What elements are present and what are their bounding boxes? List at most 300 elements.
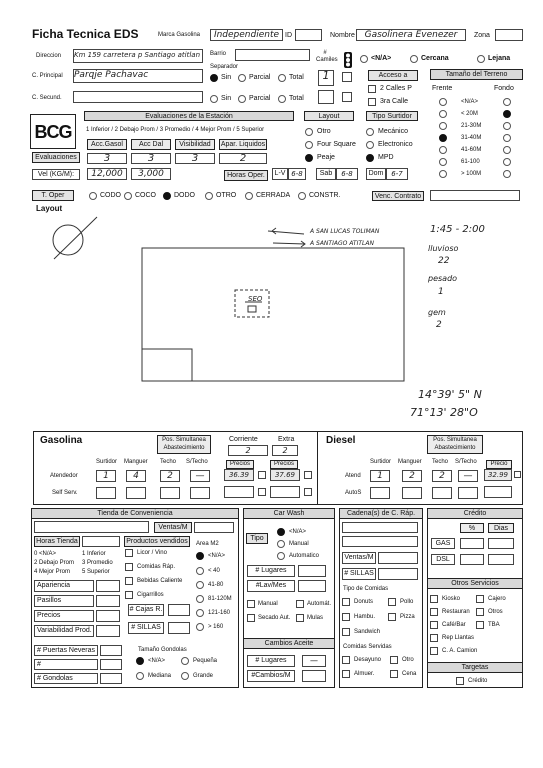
- cambios-header: Cambios Aceite: [243, 638, 335, 649]
- carwash-tipo-button[interactable]: Tipo: [246, 533, 268, 544]
- camiles-label: # Camiles: [316, 50, 338, 63]
- tienda-scale-3: 3 Promedio: [82, 560, 113, 566]
- horas-dom-label: Dom: [366, 168, 386, 180]
- area-40-radio[interactable]: [196, 567, 204, 575]
- tamano-mediana-radio[interactable]: [136, 672, 144, 680]
- self-techo-field[interactable]: [160, 487, 180, 499]
- tienda-sillas-field[interactable]: [168, 622, 190, 634]
- hambu-checkbox[interactable]: [342, 613, 350, 621]
- comidas-checkbox[interactable]: [125, 563, 133, 571]
- gas-precio-1-checkbox[interactable]: [258, 471, 266, 479]
- nombre-label: Nombre: [330, 32, 355, 39]
- dsl-techo-value: 2: [439, 471, 445, 481]
- cambios-cambios-field[interactable]: [302, 670, 326, 682]
- gas-stecho-value: —: [195, 471, 205, 481]
- carwash-lugares-label-box: [247, 565, 295, 577]
- tres-calle-label: 3ra Calle: [380, 98, 409, 105]
- self-surtidor-field[interactable]: [96, 487, 116, 499]
- carwash-manual-label: Manual: [289, 541, 309, 547]
- cadena-sillas-label-box: [342, 568, 376, 580]
- dsl-precio-field[interactable]: [484, 469, 512, 481]
- eval-col-apar: Apar. Liquidos: [220, 141, 266, 148]
- cena-label: Cena: [402, 671, 417, 677]
- cambios-lugares-label-box: [247, 655, 295, 667]
- serv-otro-label: Otro: [402, 657, 414, 663]
- direccion-value: Km 159 carretera p Santiago atitlan: [74, 51, 201, 59]
- carwash-secado-checkbox[interactable]: [247, 614, 255, 622]
- area-80-radio[interactable]: [196, 581, 204, 589]
- extra-label: Extra: [278, 436, 295, 443]
- carwash-manual-chk-label: Manual: [258, 601, 278, 607]
- marca-field[interactable]: [210, 29, 283, 41]
- cprincipal-value: Parqje Pachavac: [74, 70, 149, 80]
- zona-field[interactable]: [495, 29, 523, 41]
- cajas-field[interactable]: [168, 604, 190, 616]
- area-160-radio[interactable]: [196, 609, 204, 617]
- targetas-credito-checkbox[interactable]: [456, 677, 464, 685]
- carwash-auto-label: Automatico: [289, 553, 320, 559]
- venc-contrato-field[interactable]: [430, 190, 520, 201]
- self-precio-2-checkbox[interactable]: [304, 488, 312, 496]
- area-label: Area M2: [196, 541, 219, 547]
- cprincipal-field[interactable]: [73, 69, 203, 83]
- self-serv-label: Self Serv.: [52, 490, 78, 496]
- credito-dsl-dias-field[interactable]: [488, 554, 514, 565]
- estac-field[interactable]: [100, 659, 122, 670]
- apariencia-field[interactable]: [96, 580, 120, 592]
- eval-visibilidad-value: 3: [191, 153, 199, 164]
- terreno-header: Tamaño del Terreno: [430, 69, 523, 80]
- dsl-techo-field[interactable]: [432, 470, 452, 482]
- terreno-frente-radio[interactable]: [439, 110, 447, 118]
- gas-techo-value: 2: [167, 471, 173, 481]
- cajero-checkbox[interactable]: [476, 595, 484, 603]
- acceso-button[interactable]: Acceso a: [368, 70, 418, 81]
- separador-parcial-label: Parcial: [249, 74, 271, 81]
- cprincipal-label: C. Principal: [32, 73, 63, 79]
- toper-codo-radio[interactable]: [89, 192, 97, 200]
- gas-manguer-value: 4: [133, 471, 139, 481]
- layout-peaje-radio[interactable]: [305, 154, 313, 162]
- toper-coco-label: COCO: [135, 192, 156, 199]
- otros-label: Otros: [488, 609, 503, 615]
- layout-foursquare-label: Four Square: [317, 141, 356, 148]
- marca-value: Independiente: [213, 30, 280, 40]
- area-na-label: <N/A>: [208, 553, 226, 559]
- terreno-row-label: > 100M: [461, 171, 482, 177]
- vel-label-box: [32, 169, 80, 180]
- separador-total-radio[interactable]: [278, 74, 286, 82]
- donuts-label: Donuts: [354, 599, 374, 605]
- bebidas-checkbox[interactable]: [125, 577, 133, 585]
- licor-checkbox[interactable]: [125, 549, 133, 557]
- area-120-label: 81-120M: [208, 596, 232, 602]
- cadena-ventas-label: Ventas/M: [344, 554, 374, 561]
- nombre-field[interactable]: [356, 29, 466, 41]
- restauran-checkbox[interactable]: [430, 608, 438, 616]
- terreno-row-label: 31-40M: [461, 135, 482, 141]
- separador2-total-label: Total: [289, 95, 304, 102]
- id-field[interactable]: [295, 29, 322, 41]
- self-precio-1-checkbox[interactable]: [258, 488, 266, 496]
- cigarrillos-checkbox[interactable]: [125, 591, 133, 599]
- barrio-label: Barrio: [210, 51, 227, 57]
- gas-col-techo: Techo: [160, 459, 177, 465]
- ca-camion-checkbox[interactable]: [430, 647, 438, 655]
- credito-header: Crédito: [427, 508, 523, 519]
- rep-llantas-label: Rep Llantas: [442, 635, 475, 641]
- eval-accgasol-field[interactable]: [87, 153, 127, 164]
- dsl-autos-label: AutoS: [345, 490, 362, 496]
- dsl-col-stecho: S/Techo: [455, 459, 477, 465]
- tienda-horas-button[interactable]: Horas Tienda: [34, 536, 80, 547]
- toper-cerrada-radio[interactable]: [245, 192, 253, 200]
- separador-parcial-radio[interactable]: [238, 74, 246, 82]
- layout-otro-label: Otro: [317, 128, 331, 135]
- dsl-col-manguer: Manguer: [398, 459, 422, 465]
- self-stecho-field[interactable]: [190, 487, 210, 499]
- gas-precio-2-checkbox[interactable]: [304, 471, 312, 479]
- eval-apar-field[interactable]: [219, 153, 267, 164]
- terreno-fondo-radio[interactable]: [503, 158, 511, 166]
- area-gt160-label: > 160: [208, 624, 224, 630]
- layout-hours: 1:45 - 2:00: [430, 224, 485, 235]
- credito-gas-pct-field[interactable]: [460, 538, 484, 549]
- precios-label: Precios: [37, 612, 61, 619]
- tba-checkbox[interactable]: [476, 621, 484, 629]
- credito-gas-label: GAS: [435, 540, 451, 547]
- apariencia-label-box: [34, 580, 94, 592]
- layout-foursquare-radio[interactable]: [305, 141, 313, 149]
- tienda-scale-2: 2 Debajo Prom: [34, 560, 75, 566]
- dsl-stecho-field[interactable]: [458, 470, 478, 482]
- surtidor-mecanico-label: Mecánico: [378, 128, 408, 135]
- credito-gas-dias-field[interactable]: [488, 538, 514, 549]
- carwash-na-radio[interactable]: [277, 528, 285, 536]
- area-160-label: 121-160: [208, 610, 231, 616]
- separador-label: Separador: [210, 64, 239, 70]
- cadena-sillas-label: # SILLAS: [344, 570, 374, 577]
- camiles-field[interactable]: [318, 70, 334, 86]
- surtidor-mpd-label: MPD: [378, 154, 394, 161]
- tienda-ventas-field[interactable]: [194, 522, 234, 533]
- gas-surtidor-value: 1: [103, 471, 109, 481]
- toper-otro-radio[interactable]: [205, 192, 213, 200]
- dsl-autos-precio-field[interactable]: [484, 486, 512, 498]
- dsl-surtidor-field[interactable]: [370, 470, 390, 482]
- kiosko-checkbox[interactable]: [430, 595, 438, 603]
- dsl-surtidor-value: 1: [377, 471, 383, 481]
- desayuno-label: Desayuno: [354, 657, 382, 663]
- variabilidad-label: Variabilidad Prod.: [37, 627, 92, 634]
- carwash-na-label: <N/A>: [289, 529, 307, 535]
- terreno-frente-radio[interactable]: [439, 146, 447, 154]
- dsl-atend-label: Atend: [345, 473, 361, 479]
- credito-dsl-label: DSL: [436, 556, 450, 563]
- toper-coco-radio[interactable]: [124, 192, 132, 200]
- tba-label: TBA: [488, 622, 500, 628]
- id-label: ID: [285, 32, 292, 39]
- tamano-mediana-label: Mediana: [148, 673, 172, 679]
- separador-total-label: Total: [289, 74, 304, 81]
- cadena-name-field-1[interactable]: [342, 522, 418, 533]
- dos-calles-label: 2 Calles P: [380, 85, 412, 92]
- eval-visibilidad-field[interactable]: [175, 153, 215, 164]
- separador2-parcial-radio[interactable]: [238, 95, 246, 103]
- dsl-col-precio: Precio: [486, 460, 512, 469]
- gas-precio-1-value: 36.39: [228, 471, 250, 479]
- surtidor-mpd-radio[interactable]: [366, 154, 374, 162]
- horas-lv-field[interactable]: [288, 168, 306, 180]
- toper-constr-radio[interactable]: [298, 192, 306, 200]
- dsl-manguer-field[interactable]: [402, 470, 422, 482]
- pasillos-label-box: [34, 595, 94, 607]
- cena-checkbox[interactable]: [390, 670, 398, 678]
- gas-col-surtidor: Surtidor: [96, 459, 118, 465]
- dsl-autos-surtidor-field[interactable]: [370, 487, 390, 499]
- cadena-tipo-label: Tipo de Comidas: [343, 586, 389, 592]
- toper-dodo-radio[interactable]: [163, 192, 171, 200]
- pollo-checkbox[interactable]: [388, 598, 396, 606]
- surtidor-mecanico-radio[interactable]: [366, 128, 374, 136]
- gondolas-label-box: [34, 673, 98, 684]
- surtidor-electronico-radio[interactable]: [366, 141, 374, 149]
- tienda-marca-field[interactable]: [34, 521, 149, 533]
- fuel-divider: [317, 431, 318, 505]
- terreno-frente-radio[interactable]: [439, 170, 447, 178]
- terreno-row-label: 61-100: [461, 159, 480, 165]
- layout-options-button[interactable]: Layout: [304, 111, 354, 121]
- carwash-mulas-checkbox[interactable]: [296, 614, 304, 622]
- puertas-label: # Puertas Neveras: [37, 647, 95, 654]
- zona-label: Zona: [474, 32, 490, 39]
- gondolas-field[interactable]: [100, 673, 122, 684]
- horas-oper-button[interactable]: Horas Oper.: [224, 170, 268, 181]
- camiles2-field[interactable]: [318, 90, 334, 104]
- terreno-frente-radio[interactable]: [439, 122, 447, 130]
- location-cercana-radio[interactable]: [410, 55, 418, 63]
- terreno-fondo-radio[interactable]: [503, 110, 511, 118]
- eval-col-visibilidad: Visibilidad: [175, 139, 215, 150]
- gasolina-pos-sim: Pos. Simultanea Abastecimiento: [157, 435, 211, 454]
- estac-label-box: [34, 659, 98, 670]
- separador2-sin-label: Sin: [221, 95, 232, 102]
- gas-precio-1-field[interactable]: [224, 469, 254, 481]
- pasillos-field[interactable]: [96, 595, 120, 607]
- cafebar-checkbox[interactable]: [430, 621, 438, 629]
- gas-col-stecho: S/Techo: [186, 459, 208, 465]
- layout-otro-radio[interactable]: [305, 128, 313, 136]
- location-lejana-radio[interactable]: [477, 55, 485, 63]
- extra-field[interactable]: [272, 445, 298, 456]
- layout-coord-1: 14°39' 5" N: [418, 388, 482, 401]
- carwash-auto-radio[interactable]: [277, 552, 285, 560]
- servidas-label: Comidas Servidas: [343, 644, 392, 650]
- cadena-sillas-field[interactable]: [378, 568, 418, 580]
- apariencia-label: Apariencia: [37, 582, 71, 589]
- dsl-autos-stecho-field[interactable]: [458, 487, 478, 499]
- dsl-stecho-value: —: [463, 471, 473, 481]
- layout-seo-label: SEO: [248, 295, 263, 303]
- vel-field-2[interactable]: [131, 168, 171, 180]
- otros-header: Otros Servicios: [427, 578, 523, 589]
- horas-sab-value: 6-8: [341, 170, 353, 178]
- layout-pesado: pesado: [428, 274, 458, 283]
- dos-calles-checkbox[interactable]: [368, 85, 376, 93]
- eval-col-accgasol: Acc.Gasol: [87, 139, 127, 150]
- vel-field-1[interactable]: [87, 168, 127, 180]
- layout-title: Layout: [36, 204, 63, 213]
- cambios-cambios-label-box: [247, 670, 295, 682]
- dsl-precio-checkbox[interactable]: [514, 471, 521, 478]
- terreno-frente-radio[interactable]: [439, 134, 447, 142]
- ca-camion-label: C. A. Camion: [442, 648, 478, 654]
- corriente-field[interactable]: [228, 445, 268, 456]
- self-manguer-field[interactable]: [126, 487, 146, 499]
- cadena-ventas-field[interactable]: [378, 552, 418, 564]
- carwash-lugares-field[interactable]: [298, 565, 326, 577]
- eval-accdal-field[interactable]: [131, 153, 171, 164]
- tipo-surtidor-button[interactable]: Tipo Surtidor: [366, 111, 418, 121]
- carwash-automat-checkbox[interactable]: [296, 600, 304, 608]
- evaluaciones-button[interactable]: Evaluaciones: [32, 152, 80, 163]
- sandwich-checkbox[interactable]: [342, 628, 350, 636]
- terreno-fondo-radio[interactable]: [503, 146, 511, 154]
- terreno-fondo-radio[interactable]: [503, 122, 511, 130]
- tamano-pequena-radio[interactable]: [181, 657, 189, 665]
- carwash-lugares-label: # Lugares: [255, 567, 287, 574]
- horas-dom-field[interactable]: [386, 168, 408, 180]
- horas-lv-label: L-V: [272, 168, 288, 180]
- tamano-na-radio[interactable]: [136, 657, 144, 665]
- toper-codo-label: CODO: [100, 192, 121, 199]
- terreno-frente-radio[interactable]: [439, 158, 447, 166]
- direccion-field[interactable]: [73, 49, 203, 63]
- area-120-radio[interactable]: [196, 595, 204, 603]
- eval-accgasol-value: 3: [103, 153, 111, 164]
- precios-field[interactable]: [96, 610, 120, 622]
- dsl-autos-techo-field[interactable]: [432, 487, 452, 499]
- pasillos-label: Pasillos: [37, 597, 62, 604]
- terreno-fondo-radio[interactable]: [503, 170, 511, 178]
- desayuno-checkbox[interactable]: [342, 656, 350, 664]
- tienda-sillas-label: # SILLAS: [131, 624, 161, 631]
- self-precio-2-field[interactable]: [270, 486, 300, 498]
- gas-stecho-field[interactable]: [190, 470, 210, 482]
- serv-otro-checkbox[interactable]: [390, 656, 398, 664]
- eval-accdal-value: 3: [147, 153, 155, 164]
- credito-dsl-pct-field[interactable]: [460, 554, 484, 565]
- carwash-manual-radio[interactable]: [277, 540, 285, 548]
- gas-precio-2-field[interactable]: [270, 469, 300, 481]
- venc-contrato-button[interactable]: Venc. Contrato: [372, 191, 424, 201]
- vel-value-1: 12,000: [91, 169, 123, 179]
- tienda-header: Tienda de Conveniencia: [31, 508, 239, 519]
- layout-n1: 1: [438, 287, 444, 297]
- carwash-lavmes-field[interactable]: [298, 580, 326, 592]
- rep-llantas-checkbox[interactable]: [430, 634, 438, 642]
- tienda-scale-1: 1 Inferior: [82, 551, 106, 557]
- csecund-field[interactable]: [73, 91, 203, 103]
- area-na-radio[interactable]: [196, 552, 204, 560]
- separador2-total-radio[interactable]: [278, 95, 286, 103]
- toper-button[interactable]: T. Oper: [32, 190, 74, 201]
- bebidas-label: Bebidas Caliente: [137, 578, 183, 584]
- pizza-checkbox[interactable]: [388, 613, 396, 621]
- carwash-lavmes-label: #Lav/Mes: [255, 582, 287, 589]
- camiles-checkbox[interactable]: [342, 72, 352, 82]
- location-na-radio[interactable]: [360, 55, 368, 63]
- camiles2-checkbox[interactable]: [342, 92, 352, 102]
- otros-checkbox[interactable]: [476, 608, 484, 616]
- terreno-fondo-radio[interactable]: [503, 98, 511, 106]
- variabilidad-field[interactable]: [96, 625, 120, 637]
- carwash-lavmes-label-box: [247, 580, 295, 592]
- horas-sab-field[interactable]: [336, 168, 358, 180]
- bcg-logo-text: BCG: [34, 122, 72, 142]
- layout-n22: 22: [438, 256, 450, 266]
- diesel-pos-sim: Pos. Simultanea Abastecimiento: [427, 435, 483, 454]
- barrio-field[interactable]: [235, 49, 310, 61]
- cambios-lugares-field[interactable]: [302, 655, 326, 667]
- vel-value-2: 3,000: [138, 169, 164, 179]
- camiles-value: 1: [322, 70, 330, 82]
- tamano-grande-radio[interactable]: [181, 672, 189, 680]
- tienda-ventas-button[interactable]: Ventas/M: [154, 522, 192, 533]
- targetas-header: Targetas: [427, 662, 523, 673]
- carwash-automat-label: Automát.: [307, 601, 332, 607]
- gas-surtidor-field[interactable]: [96, 470, 116, 482]
- terreno-row-label: 41-60M: [461, 147, 482, 153]
- tres-calle-checkbox[interactable]: [368, 98, 376, 106]
- kiosko-label: Kiosko: [442, 596, 461, 602]
- area-gt160-radio[interactable]: [196, 623, 204, 631]
- terreno-frente-radio[interactable]: [439, 98, 447, 106]
- separador2-sin-radio[interactable]: [210, 95, 218, 103]
- gas-techo-field[interactable]: [160, 470, 180, 482]
- diesel-title: Diesel: [326, 435, 356, 446]
- layout-lluvioso: lluvioso: [428, 244, 459, 253]
- comidas-label: Comidas Ráp.: [137, 564, 176, 570]
- donuts-checkbox[interactable]: [342, 598, 350, 606]
- almuer-checkbox[interactable]: [342, 670, 350, 678]
- location-na-label: <N/A>: [371, 55, 392, 62]
- gas-manguer-field[interactable]: [126, 470, 146, 482]
- tienda-horas-field[interactable]: [82, 536, 120, 547]
- cambios-cambios-label: #Cambios/M: [251, 672, 291, 679]
- terreno-fondo-radio[interactable]: [503, 134, 511, 142]
- dsl-autos-manguer-field[interactable]: [402, 487, 422, 499]
- productos-button[interactable]: Productos vendidos: [124, 536, 190, 547]
- cafebar-label: Café/Bar: [442, 622, 466, 628]
- terreno-row-label: 21-30M: [461, 123, 482, 129]
- separador-sin-radio[interactable]: [210, 74, 218, 82]
- gas-col-precios-1: Precios: [226, 460, 254, 469]
- toper-constr-label: CONSTR.: [309, 192, 341, 199]
- evaluaciones-header: Evaluaciones de la Estación: [84, 111, 294, 121]
- bcg-logo: [30, 114, 76, 149]
- pizza-label: Pizza: [400, 614, 415, 620]
- nombre-value: Gasolinera Evenezer: [364, 30, 458, 40]
- almuer-label: Almuer.: [354, 671, 375, 677]
- self-precio-1-field[interactable]: [224, 486, 254, 498]
- cadena-ventas-label-box: [342, 552, 376, 564]
- terreno-row-label: < 20M: [461, 111, 478, 117]
- layout-n2: 2: [436, 320, 442, 330]
- puertas-field[interactable]: [100, 645, 122, 656]
- cadena-name-field-2[interactable]: [342, 536, 418, 547]
- carwash-manual-checkbox[interactable]: [247, 600, 255, 608]
